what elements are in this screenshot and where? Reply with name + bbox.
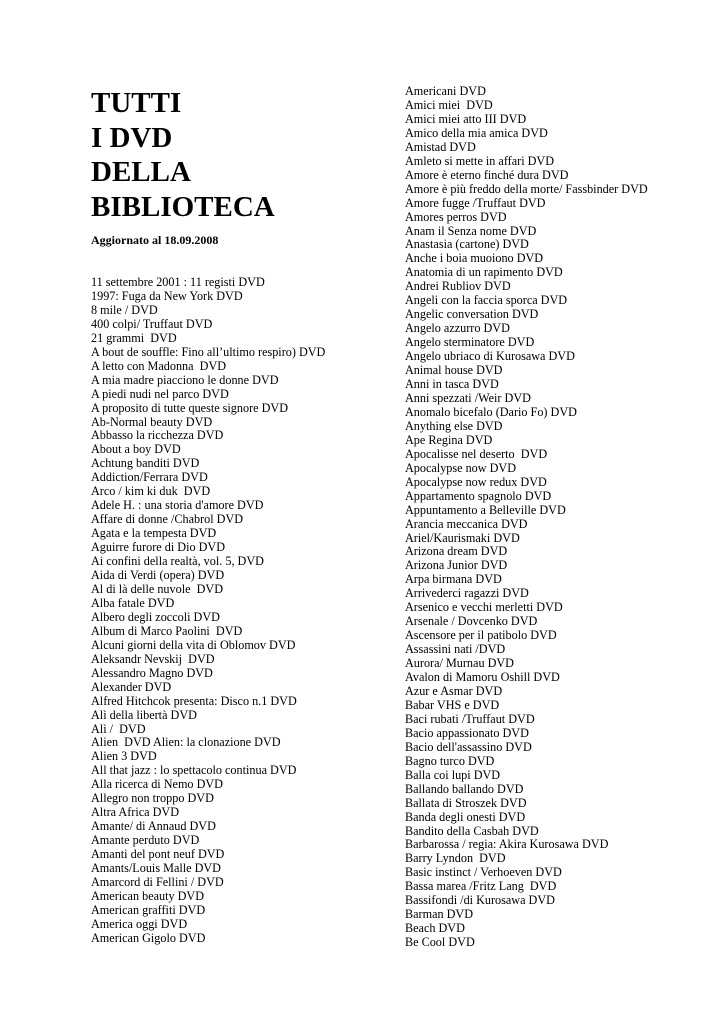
dvd-title: 21 grammi DVD [91,330,177,345]
dvd-title: Alba fatale DVD [91,595,175,610]
dvd-title: Amants/Louis Malle DVD [91,861,221,876]
dvd-title: Aida di Verdi (opera) DVD [91,568,225,583]
dvd-title: Anni in tasca DVD [405,377,499,392]
dvd-title: Adele H. : una storia d'amore DVD [91,498,264,513]
dvd-title: Arancia meccanica DVD [405,516,528,531]
dvd-title: About a boy DVD [91,442,181,457]
dvd-title: 11 settembre 2001 : 11 registi DVD [91,275,265,289]
dvd-title: Amistad DVD [405,139,476,154]
dvd-title: Bacio dell'assassino DVD [405,739,532,754]
dvd-title: Amanti del pont neuf DVD [91,847,225,862]
dvd-title: Amico della mia amica DVD [405,125,548,140]
dvd-title: Appartamento spagnolo DVD [405,488,552,503]
dvd-title: Bandito della Casbah DVD [405,823,539,838]
dvd-title: Beach DVD [405,921,465,936]
dvd-title: Barman DVD [405,907,474,922]
dvd-title: Al di là delle nuvole DVD [91,581,224,596]
dvd-title: Allegro non troppo DVD [91,791,214,806]
dvd-title: A bout de souffle: Fino all’ultimo respiro) DVD [91,344,326,359]
dvd-title: Anni spezzati /Weir DVD [405,390,531,405]
dvd-title: America oggi DVD [91,916,188,931]
dvd-title: Alien DVD Alien: la clonazione DVD [91,735,281,750]
dvd-title: Angelo sterminatore DVD [405,335,535,350]
dvd-title: Arsenale / Dovcenko DVD [405,614,538,629]
dvd-title: All that jazz : lo spettacolo continua DVD [91,763,297,778]
dvd-title: 8 mile / DVD [91,302,158,317]
dvd-title: Angelo ubriaco di Kurosawa DVD [405,349,575,364]
dvd-title: Be Cool DVD [405,935,475,950]
dvd-title: Bassifondi /di Kurosawa DVD [405,893,555,908]
dvd-title: Arrivederci ragazzi DVD [405,586,529,601]
dvd-title: Andrei Rubliov DVD [405,279,511,294]
dvd-title: Americani DVD [405,84,486,98]
dvd-title: Agata e la tempesta DVD [91,526,217,541]
dvd-title: Amici miei DVD [405,97,493,112]
dvd-title: Alì della libertà DVD [91,707,197,722]
dvd-title: Amarcord di Fellini / DVD [91,874,224,889]
dvd-title: 1997: Fuga da New York DVD [91,288,243,303]
dvd-title: Ai confini della realtà, vol. 5, DVD [91,554,264,569]
dvd-title: Appuntamento a Belleville DVD [405,502,566,517]
dvd-title: Angelic conversation DVD [405,307,539,322]
dvd-title: Ape Regina DVD [405,432,493,447]
dvd-title: Anything else DVD [405,418,503,433]
dvd-title: Ballando ballando DVD [405,781,524,796]
dvd-title: Bassa marea /Fritz Lang DVD [405,879,557,894]
dvd-title: Animal house DVD [405,363,503,378]
dvd-title: A piedi nudi nel parco DVD [91,386,229,401]
dvd-title: Ab-Normal beauty DVD [91,414,213,429]
dvd-title: Aurora/ Murnau DVD [405,656,514,671]
dvd-title: Arizona Junior DVD [405,558,508,573]
dvd-title: Alfred Hitchcok presenta: Disco n.1 DVD [91,693,297,708]
dvd-title: Arco / kim ki duk DVD [91,484,211,499]
dvd-title: Baci rubati /Truffaut DVD [405,711,535,726]
dvd-title: Amores perros DVD [405,209,507,224]
dvd-title: Abbasso la ricchezza DVD [91,428,224,443]
title-line: DELLA [91,156,191,188]
dvd-title: American Gigolo DVD [91,930,206,945]
dvd-title: Bacio appassionato DVD [405,725,529,740]
dvd-title: Ballata di Stroszek DVD [405,795,527,810]
dvd-title: Amante perduto DVD [91,833,200,848]
dvd-title: Affare di donne /Chabrol DVD [91,512,244,527]
dvd-title: Amore fugge /Truffaut DVD [405,195,546,210]
title-line: BIBLIOTECA [91,190,275,223]
dvd-title: Barbarossa / regia: Akira Kurosawa DVD [405,837,609,852]
dvd-title: Alexander DVD [91,679,172,694]
dvd-title: Anastasia (cartone) DVD [405,237,529,252]
dvd-title: Anatomia di un rapimento DVD [405,265,563,280]
dvd-title: Basic instinct / Verhoeven DVD [405,865,562,880]
dvd-title: A mia madre piacciono le donne DVD [91,372,279,387]
dvd-title: Anche i boia muoiono DVD [405,251,544,266]
updated-date: Aggiornato al 18.09.2008 [91,233,219,247]
dvd-title: Angelo azzurro DVD [405,321,510,336]
dvd-list-right-column [405,85,648,950]
dvd-title: Achtung banditi DVD [91,456,200,471]
dvd-title: Addiction/Ferrara DVD [91,470,208,485]
dvd-title: Assassini nati /DVD [405,642,506,657]
dvd-title: Babar VHS e DVD [405,697,500,712]
dvd-title: Aguirre furore di Dio DVD [91,540,226,555]
title-line: TUTTI [91,87,182,119]
dvd-title: Ariel/Kaurismaki DVD [405,530,520,545]
dvd-title: Ascensore per il patibolo DVD [405,628,557,643]
dvd-title: Altra Africa DVD [91,805,179,820]
dvd-title: Apocalisse nel deserto DVD [405,446,548,461]
dvd-list-left-column [91,276,325,946]
dvd-title: 400 colpi/ Truffaut DVD [91,316,213,331]
dvd-title: Balla coi lupi DVD [405,767,501,782]
dvd-title: Arpa birmana DVD [405,572,502,587]
dvd-title: Anam il Senza nome DVD [405,223,537,238]
dvd-title: Arsenico e vecchi merletti DVD [405,600,563,615]
dvd-title: Avalon di Mamoru Oshill DVD [405,670,560,685]
dvd-title: Amore è eterno finché dura DVD [405,167,569,182]
dvd-title: Alla ricerca di Nemo DVD [91,777,223,792]
dvd-title: Apocalypse now DVD [405,460,517,475]
title-line: I DVD [91,121,173,154]
dvd-title: Alì / DVD [91,721,146,736]
dvd-title: Albero degli zoccoli DVD [91,609,220,624]
dvd-title: Alessandro Magno DVD [91,665,213,680]
dvd-title: Amore è più freddo della morte/ Fassbinder DVD [405,181,648,196]
dvd-title: A proposito di tutte queste signore DVD [91,400,289,415]
dvd-title: Banda degli onesti DVD [405,809,526,824]
dvd-title: Apocalypse now redux DVD [405,474,547,489]
document-title [91,86,275,224]
dvd-title: American graffiti DVD [91,902,206,917]
dvd-title: American beauty DVD [91,888,205,903]
dvd-title: Aleksandr Nevskij DVD [91,651,215,666]
dvd-title: Anomalo bicefalo (Dario Fo) DVD [405,404,577,419]
dvd-title: Arizona dream DVD [405,544,508,559]
dvd-title: Amici miei atto III DVD [405,111,527,126]
dvd-title: Alien 3 DVD [91,749,157,764]
dvd-title: Barry Lyndon DVD [405,851,506,866]
dvd-title: Azur e Asmar DVD [405,683,503,698]
dvd-title: Angeli con la faccia sporca DVD [405,293,568,308]
dvd-title: Album di Marco Paolini DVD [91,623,243,638]
dvd-title: Amante/ di Annaud DVD [91,819,216,834]
dvd-title: Amleto si mette in affari DVD [405,153,555,168]
dvd-title: Alcuni giorni della vita di Oblomov DVD [91,637,296,652]
dvd-title: Bagno turco DVD [405,753,495,768]
dvd-title: A letto con Madonna DVD [91,358,227,373]
